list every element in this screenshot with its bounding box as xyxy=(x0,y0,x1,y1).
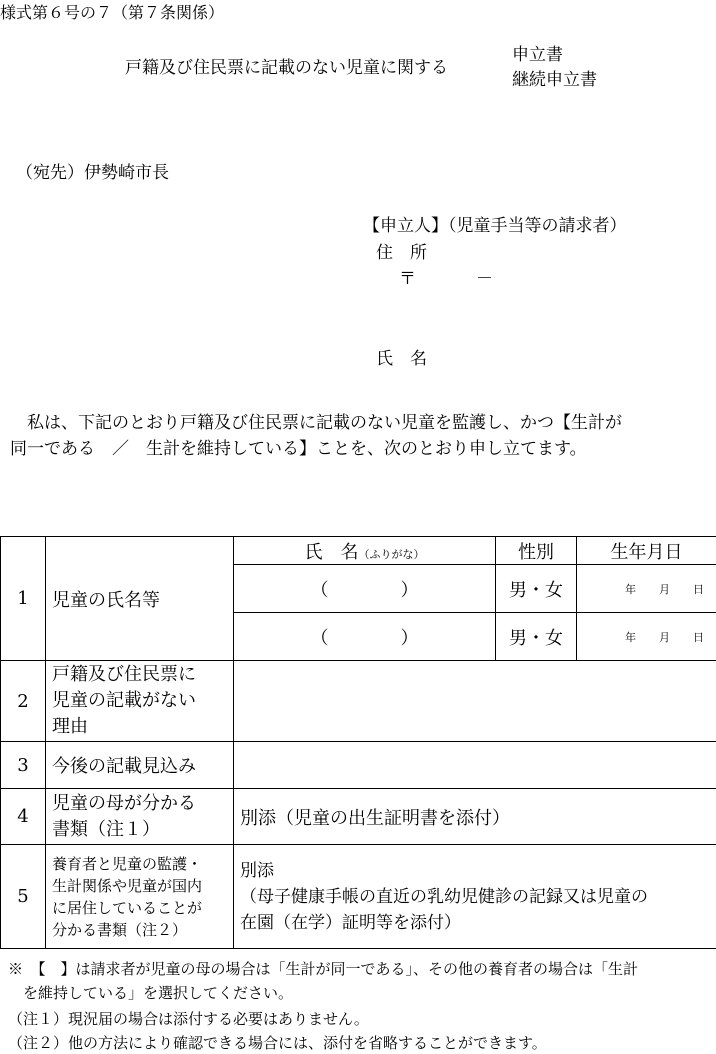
title-option-continuation: 継続申立書 xyxy=(512,65,597,90)
row-number: 1 xyxy=(1,537,46,661)
note-1: （注１）現況届の場合は添付する必要はありません。 xyxy=(8,1008,369,1030)
row-number: 2 xyxy=(1,661,46,742)
birth-date-field[interactable]: 年 月 日 xyxy=(577,565,716,613)
birth-date-field[interactable]: 年 月 日 xyxy=(577,613,716,661)
note-bracket: ※ 【 】は請求者が児童の母の場合は「生計が同一である」、その他の養育者の場合は「生計 xyxy=(8,958,638,980)
table-header-row xyxy=(1,537,716,565)
table-row-guardian-docs xyxy=(1,845,716,949)
sex-select[interactable]: 男・女 xyxy=(496,613,577,661)
sex-select[interactable]: 男・女 xyxy=(496,565,577,613)
child-name-field[interactable]: （ ） xyxy=(234,613,496,661)
row-number: 5 xyxy=(1,845,46,949)
column-header-name: 氏 名（ふりがな） xyxy=(234,537,496,565)
row-label-child-name: 児童の氏名等 xyxy=(46,537,234,661)
address-label: 住 所 xyxy=(376,238,427,263)
table-row-outlook xyxy=(1,742,716,789)
row-label-reason: 戸籍及び住民票に 児童の記載がない 理由 xyxy=(46,661,234,742)
row-number: 3 xyxy=(1,742,46,789)
note-2: （注２）他の方法により確認できる場合には、添付を省略することができます。 xyxy=(8,1032,547,1054)
reason-field[interactable] xyxy=(234,661,716,742)
guardian-docs-content: 別添 （母子健康手帳の直近の乳幼児健診の記録又は児童の 在園（在学）証明等を添付） xyxy=(234,845,716,949)
applicant-heading: 【申立人】（児童手当等の請求者） xyxy=(363,211,627,236)
table-row-mother-docs xyxy=(1,789,716,845)
postal-dash: － xyxy=(476,264,493,289)
postal-mark: 〒 xyxy=(399,264,416,289)
row-number: 4 xyxy=(1,789,46,845)
statement-line-2: 同一である ／ 生計を維持している】ことを、次のとおり申し立てます。 xyxy=(10,434,587,459)
mother-docs-content: 別添（児童の出生証明書を添付） xyxy=(234,789,716,845)
note-bracket-cont: を維持している」を選択してください。 xyxy=(8,982,293,1004)
table-row-reason xyxy=(1,661,716,742)
child-name-field[interactable]: （ ） xyxy=(234,565,496,613)
statement-line-1: 私は、下記のとおり戸籍及び住民票に記載のない児童を監護し、かつ【生計が xyxy=(10,408,622,433)
row-label-mother-docs: 児童の母が分かる 書類（注１） xyxy=(46,789,234,845)
outlook-field[interactable] xyxy=(234,742,716,789)
name-label: 氏 名 xyxy=(376,344,427,369)
column-header-birth: 生年月日 xyxy=(577,537,716,565)
form-code: 様式第６号の７（第７条関係） xyxy=(0,0,224,23)
column-header-sex: 性別 xyxy=(496,537,577,565)
title-prefix: 戸籍及び住民票に記載のない児童に関する xyxy=(125,53,448,78)
title-option-application: 申立書 xyxy=(512,40,563,65)
addressee: （宛先）伊勢崎市長 xyxy=(16,158,169,183)
declaration-table xyxy=(0,536,716,949)
row-label-guardian-docs: 養育者と児童の監護・ 生計関係や児童が国内 に居住していることが 分かる書類（注２） xyxy=(46,845,234,949)
row-label-outlook: 今後の記載見込み xyxy=(46,742,234,789)
